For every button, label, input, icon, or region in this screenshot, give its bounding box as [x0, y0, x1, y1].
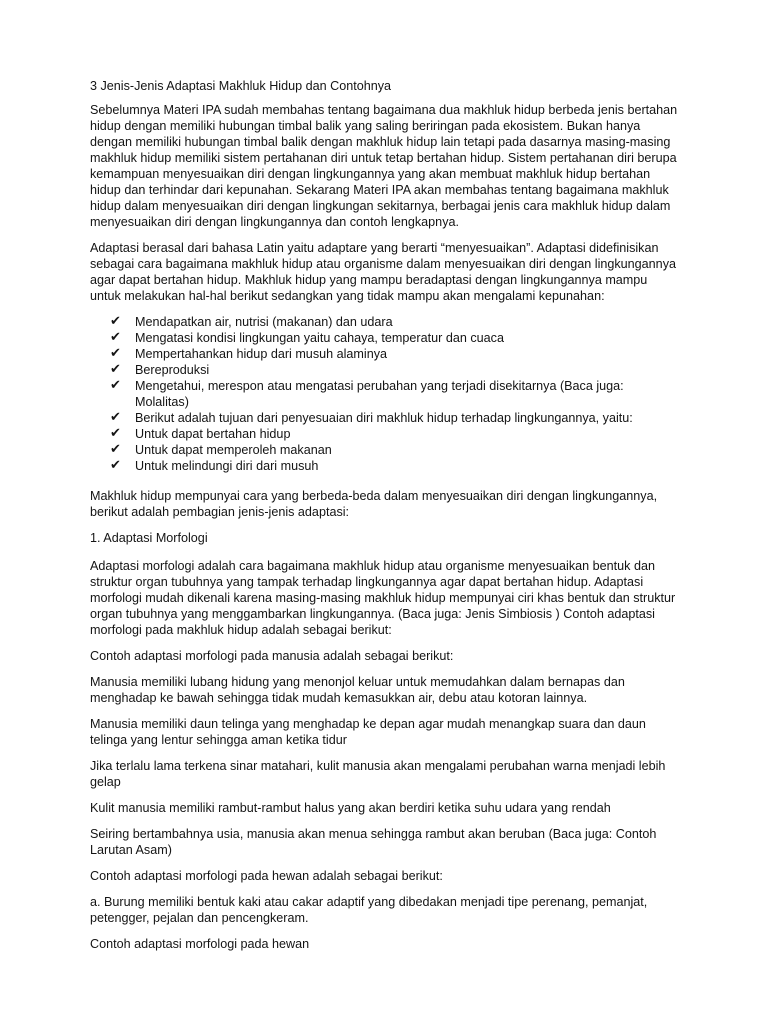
list-item: ✔ Mengatasi kondisi lingkungan yaitu cahaya, temperatur dan cuaca	[110, 330, 504, 345]
document-title: 3 Jenis-Jenis Adaptasi Makhluk Hidup dan Contohnya	[90, 79, 392, 93]
document-body	[90, 78, 680, 962]
intro-paragraph-2: Adaptasi berasal dari bahasa Latin yaitu adaptare yang berarti “menyesuaikan”. Adaptasi didefinisikan sebagai cara bagaimana makhluk hidup atau organisme dalam menyesuaikan diri dengan lingkungannya agar dapat bertahan hidup. Makhluk hidup yang mampu beradaptasi dengan lingkungannya mampu untuk melakukan hal-hal berikut sedangkan yang tidak mampu akan mengalami kepunahan:	[90, 241, 676, 303]
checkmark-icon: ✔	[110, 426, 121, 441]
section-paragraph-9: a. Burung memiliki bentuk kaki atau cakar adaptif yang dibedakan menjadi tipe perenang, pemanjat, petengger, pejalan dan pencengkeram.	[90, 895, 648, 925]
checkmark-icon: ✔	[110, 330, 121, 345]
checkmark-icon: ✔	[110, 378, 121, 393]
section-paragraph-5: Jika terlalu lama terkena sinar matahari, kulit manusia akan mengalami perubahan warna menjadi lebih gelap	[90, 759, 666, 789]
list-item: ✔ Bereproduksi	[110, 362, 210, 377]
checkmark-icon: ✔	[110, 410, 121, 425]
after-list-paragraph: Makhluk hidup mempunyai cara yang berbeda-beda dalam menyesuaikan diri dengan lingkungannya, berikut adalah pembagian jenis-jenis adaptasi:	[90, 489, 658, 519]
section-paragraph-3: Manusia memiliki lubang hidung yang menonjol keluar untuk memudahkan dalam bernapas dan menghadap ke bawah sehingga tidak mudah kemasukkan air, debu atau kotoran lainnya.	[90, 675, 625, 705]
section-heading: 1. Adaptasi Morfologi	[90, 531, 208, 545]
section-paragraph-4: Manusia memiliki daun telinga yang menghadap ke depan agar mudah menangkap suara dan daun telinga yang lentur sehingga aman ketika tidur	[90, 717, 646, 747]
list-item: ✔ Mendapatkan air, nutrisi (makanan) dan udara	[110, 314, 393, 329]
checkmark-icon: ✔	[110, 362, 121, 377]
section-paragraph-2: Contoh adaptasi morfologi pada manusia adalah sebagai berikut:	[90, 649, 454, 663]
list-item: ✔ Untuk dapat memperoleh makanan	[110, 442, 332, 457]
section-paragraph-1: Adaptasi morfologi adalah cara bagaimana makhluk hidup atau organisme menyesuaikan bentuk dan struktur organ tubuhnya yang tampak terhadap lingkungannya agar dapat bertahan hidup. Adaptasi morfologi mudah dikenali karena masing-masing makhluk hidup mempunyai ciri khas bentuk dan struktur organ tubuhnya yang menggambarkan lingkungannya. (Baca juga: Jenis Simbiosis ) Contoh adaptasi morfologi pada makhluk hidup adalah sebagai berikut:	[90, 559, 676, 637]
section-paragraph-10: Contoh adaptasi morfologi pada hewan	[90, 937, 310, 951]
checkmark-icon: ✔	[110, 346, 121, 361]
section-paragraph-8: Contoh adaptasi morfologi pada hewan adalah sebagai berikut:	[90, 869, 443, 883]
list-item: ✔ Berikut adalah tujuan dari penyesuaian diri makhluk hidup terhadap lingkungannya, yaitu:	[110, 410, 633, 425]
adaptation-checklist	[90, 314, 680, 474]
checkmark-icon: ✔	[110, 314, 121, 329]
section-paragraph-7: Seiring bertambahnya usia, manusia akan menua sehingga rambut akan beruban (Baca juga: Contoh Larutan Asam)	[90, 827, 657, 857]
checkmark-icon: ✔	[110, 458, 121, 473]
checkmark-icon: ✔	[110, 442, 121, 457]
list-item: ✔ Untuk dapat bertahan hidup	[110, 426, 291, 441]
intro-paragraph-1: Sebelumnya Materi IPA sudah membahas tentang bagaimana dua makhluk hidup berbeda jenis bertahan hidup dengan memiliki hubungan timbal balik yang saling beriringan pada ekosistem. Bukan hanya dengan memiliki hubungan timbal balik dengan makhluk hidup lain tetapi pada dasarnya masing-masing makhluk hidup memiliki sistem pertahanan diri untuk tetap bertahan hidup. Sistem pertahanan diri berupa kemampuan menyesuaikan diri dengan lingkungannya yang akan membuat makhluk hidup bertahan hidup dan terhindar dari kepunahan. Sekarang Materi IPA akan membahas tentang bagaimana makhluk hidup dalam menyesuaikan diri dengan lingkungan sekitarnya, berbagai jenis cara makhluk hidup dalam menyesuaikan diri dengan lingkungannya dan contoh lengkapnya.	[90, 103, 678, 229]
list-item: ✔ Mempertahankan hidup dari musuh alaminya	[110, 346, 388, 361]
list-item: ✔ Untuk melindungi diri dari musuh	[110, 458, 319, 473]
section-paragraph-6: Kulit manusia memiliki rambut-rambut halus yang akan berdiri ketika suhu udara yang rendah	[90, 801, 611, 815]
list-item: ✔ Mengetahui, merespon atau mengatasi perubahan yang terjadi disekitarnya (Baca juga: Molalitas)	[110, 378, 624, 409]
